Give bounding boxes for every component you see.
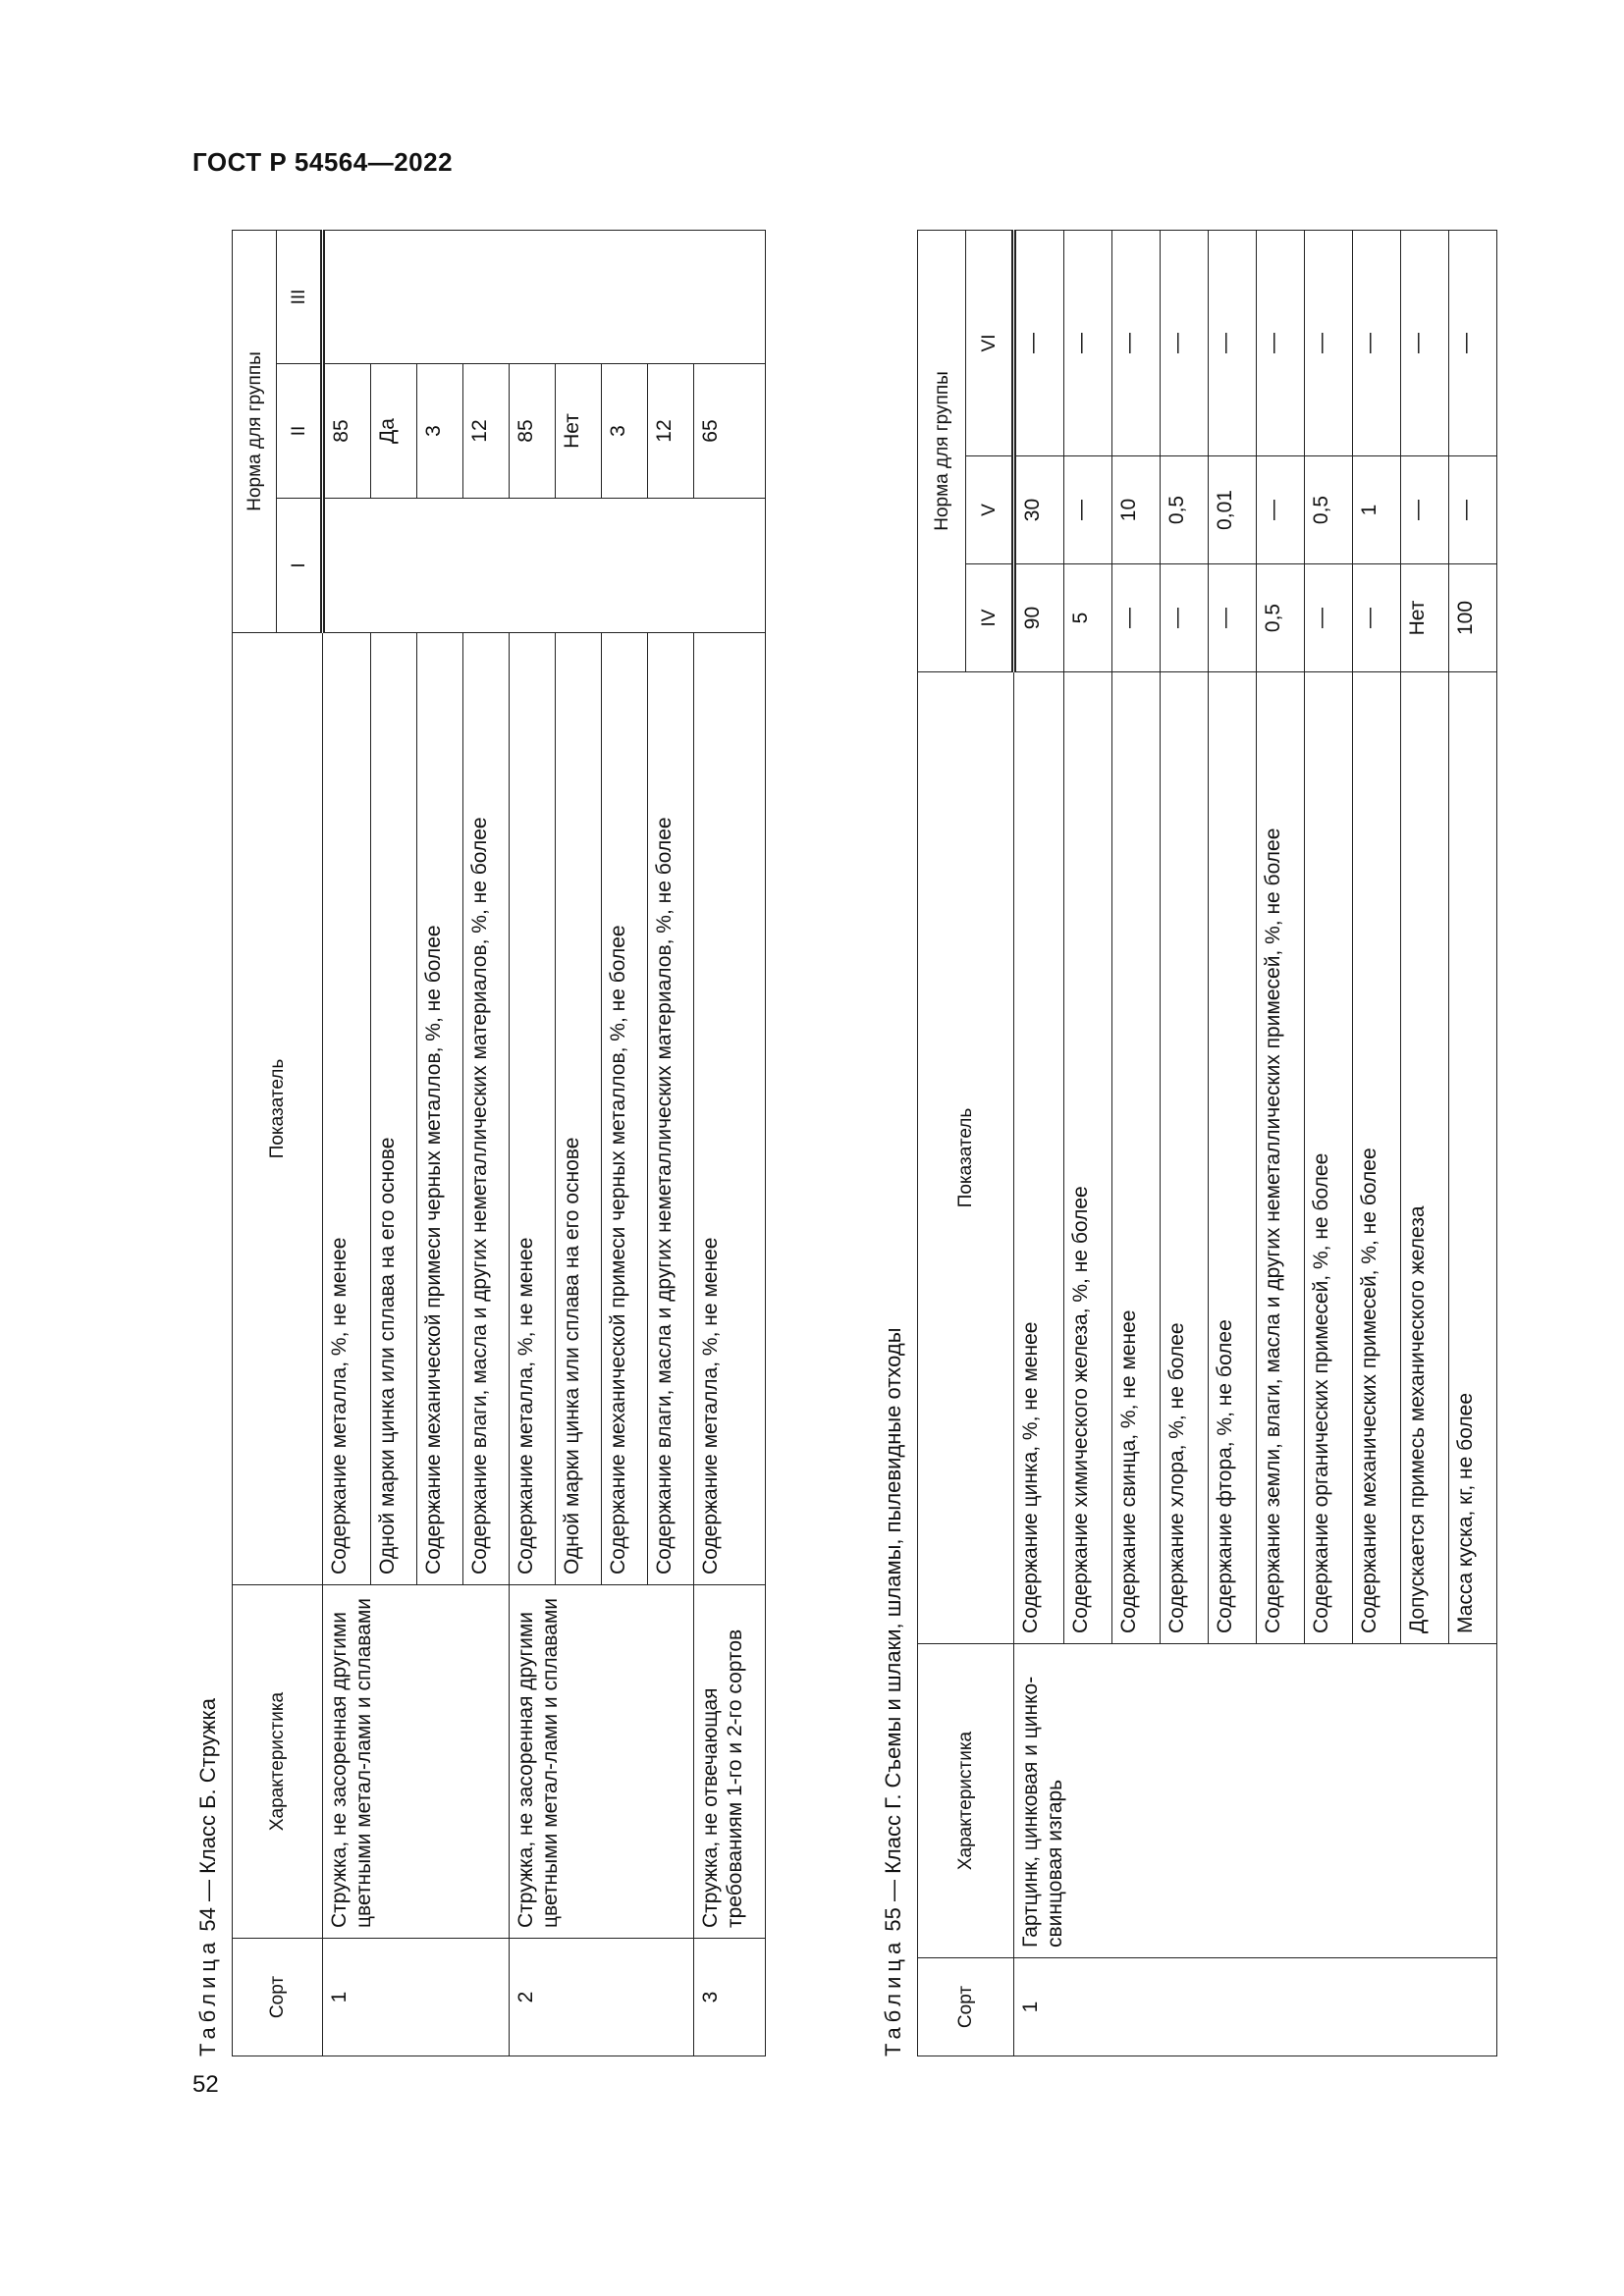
value-cell: 12 [463, 364, 510, 499]
header-group: I [277, 499, 323, 633]
value-cell [510, 230, 556, 363]
indicator-cell: Содержание хлора, %, не более [1161, 672, 1209, 1644]
table-caption-text: 54 — Класс Б. Стружка [195, 1697, 220, 1932]
value-cell: — [1209, 564, 1257, 672]
value-cell: 0,5 [1161, 456, 1209, 564]
value-cell: 85 [323, 364, 371, 499]
value-cell: — [1257, 230, 1305, 455]
indicator-cell: Содержание фтора, %, не более [1209, 672, 1257, 1644]
header-group: II [277, 364, 323, 499]
value-cell [323, 230, 371, 363]
indicator-cell: Одной марки цинка или сплава на его основе [371, 633, 417, 1585]
table-55-block [874, 211, 1502, 2056]
characteristic-cell: Гартцинк, цинковая и цинко-свинцовая изгарь [1014, 1644, 1497, 1958]
table-row [510, 230, 556, 2056]
header-indicator: Показатель [918, 672, 1014, 1644]
table-row [694, 230, 766, 2056]
indicator-cell: Допускается примесь механического железа [1401, 672, 1449, 1644]
characteristic-cell: Стружка, не засоренная другими цветными метал-лами и сплавами [323, 1585, 510, 1939]
header-norm: Норма для группы [233, 230, 277, 632]
table-label: Таблица [195, 1937, 220, 2056]
value-cell: — [1401, 456, 1449, 564]
value-cell: — [1112, 230, 1161, 455]
table-54-block [189, 211, 825, 2056]
value-cell [371, 230, 417, 363]
value-cell: 0,5 [1257, 564, 1305, 672]
indicator-cell: Масса куска, кг, не более [1449, 672, 1497, 1644]
value-cell: Нет [556, 364, 602, 499]
value-cell [648, 499, 694, 633]
value-cell: — [1305, 564, 1353, 672]
header-norm: Норма для группы [918, 230, 966, 671]
value-cell: — [1353, 230, 1401, 455]
document-code: ГОСТ Р 54564—2022 [192, 147, 454, 177]
table-55 [917, 230, 1497, 2056]
header-sort: Сорт [233, 1939, 323, 2056]
value-cell [648, 230, 694, 363]
value-cell: 12 [648, 364, 694, 499]
value-cell: 5 [1064, 564, 1112, 672]
page-number: 52 [192, 2071, 219, 2098]
indicator-cell: Содержание механической примеси черных металлов, %, не более [417, 633, 463, 1585]
header-sort: Сорт [918, 1958, 1014, 2056]
indicator-cell: Содержание металла, %, не менее [323, 633, 371, 1585]
header-group: III [277, 230, 323, 363]
table-row [1014, 230, 1064, 2056]
value-cell: — [1014, 230, 1064, 455]
value-cell [463, 499, 510, 633]
value-cell: — [1449, 456, 1497, 564]
table-54 [232, 230, 766, 2056]
value-cell: — [1401, 230, 1449, 455]
value-cell: — [1449, 230, 1497, 455]
indicator-cell: Содержание механической примеси черных металлов, %, не более [602, 633, 648, 1585]
value-cell: 85 [510, 364, 556, 499]
indicator-cell: Содержание влаги, масла и других неметаллических материалов, %, не более [648, 633, 694, 1585]
indicator-cell: Содержание металла, %, не менее [694, 633, 766, 1585]
value-cell: — [1305, 230, 1353, 455]
table-row [323, 230, 371, 2056]
value-cell: 0,01 [1209, 456, 1257, 564]
value-cell: 90 [1014, 564, 1064, 672]
value-cell: 1 [1353, 456, 1401, 564]
value-cell: 65 [694, 364, 766, 499]
header-characteristic: Характеристика [918, 1644, 1014, 1958]
value-cell: — [1209, 230, 1257, 455]
value-cell: — [1353, 564, 1401, 672]
characteristic-cell: Стружка, не засоренная другими цветными метал-лами и сплавами [510, 1585, 694, 1939]
header-group: V [966, 456, 1014, 564]
value-cell: 30 [1014, 456, 1064, 564]
value-cell [371, 499, 417, 633]
value-cell [417, 499, 463, 633]
value-cell: 3 [602, 364, 648, 499]
value-cell: — [1064, 230, 1112, 455]
indicator-cell: Содержание влаги, масла и других неметаллических материалов, %, не более [463, 633, 510, 1585]
value-cell: 0,5 [1305, 456, 1353, 564]
value-cell: 100 [1449, 564, 1497, 672]
value-cell [323, 499, 371, 633]
indicator-cell: Содержание механических примесей, %, не более [1353, 672, 1401, 1644]
indicator-cell: Содержание цинка, %, не менее [1014, 672, 1064, 1644]
indicator-cell: Содержание свинца, %, не менее [1112, 672, 1161, 1644]
value-cell: — [1064, 456, 1112, 564]
value-cell [694, 230, 766, 363]
value-cell: Да [371, 364, 417, 499]
value-cell [602, 230, 648, 363]
value-cell [694, 499, 766, 633]
value-cell [463, 230, 510, 363]
sort-cell: 1 [1014, 1958, 1497, 2056]
value-cell: — [1161, 564, 1209, 672]
value-cell [510, 499, 556, 633]
sort-cell: 1 [323, 1939, 510, 2056]
indicator-cell: Содержание земли, влаги, масла и других неметаллических примесей, %, не более [1257, 672, 1305, 1644]
indicator-cell: Содержание металла, %, не менее [510, 633, 556, 1585]
value-cell [602, 499, 648, 633]
sort-cell: 3 [694, 1939, 766, 2056]
indicator-cell: Одной марки цинка или сплава на его основе [556, 633, 602, 1585]
characteristic-cell: Стружка, не отвечающая требованиям 1-го и 2-го сортов [694, 1585, 766, 1939]
value-cell: — [1112, 564, 1161, 672]
value-cell [556, 230, 602, 363]
indicator-cell: Содержание органических примесей, %, не более [1305, 672, 1353, 1644]
table-label: Таблица [881, 1937, 905, 2056]
value-cell: — [1257, 456, 1305, 564]
header-group: IV [966, 564, 1014, 672]
value-cell [556, 499, 602, 633]
value-cell: 10 [1112, 456, 1161, 564]
indicator-cell: Содержание химического железа, %, не более [1064, 672, 1112, 1644]
value-cell [417, 230, 463, 363]
table-55-caption [874, 211, 917, 2056]
value-cell: 3 [417, 364, 463, 499]
table-caption-text: 55 — Класс Г. Съемы и шлаки, шламы, пылевидные отходы [881, 1327, 905, 1932]
header-indicator: Показатель [233, 633, 323, 1585]
header-characteristic: Характеристика [233, 1585, 323, 1939]
value-cell: — [1161, 230, 1209, 455]
sort-cell: 2 [510, 1939, 694, 2056]
value-cell: Нет [1401, 564, 1449, 672]
table-54-caption [189, 211, 232, 2056]
header-group: VI [966, 230, 1014, 455]
